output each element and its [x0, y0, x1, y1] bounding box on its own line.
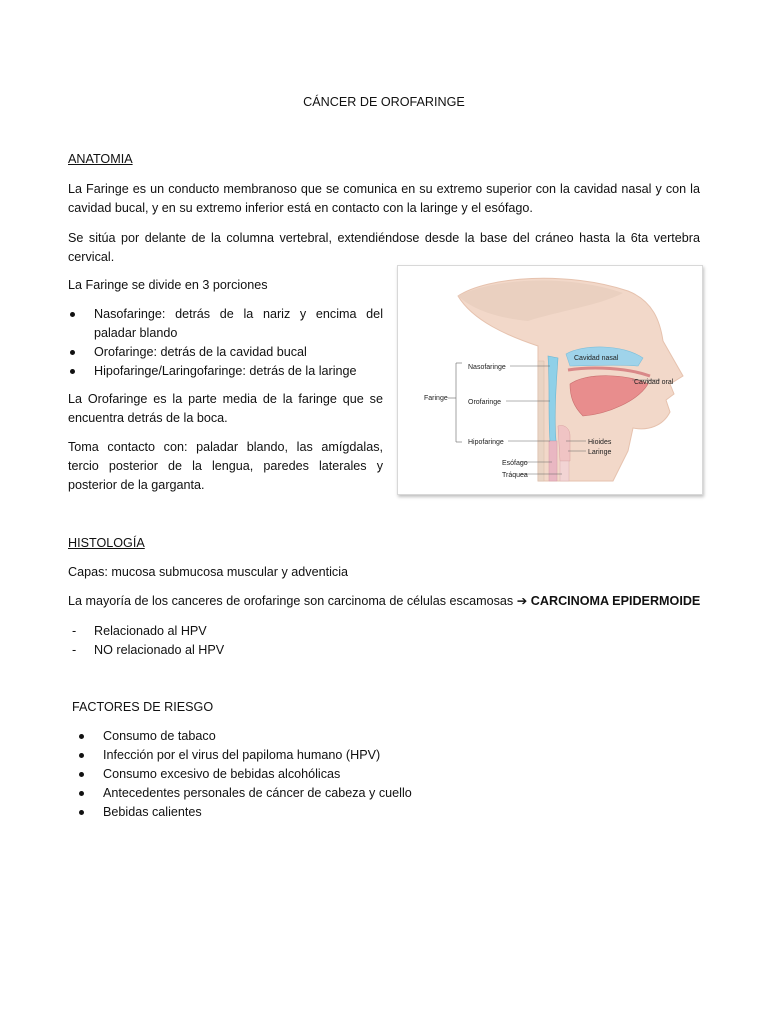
anatomia-paragraph-2: Se sitúa por delante de la columna vertebral, extendiéndose desde la base del cráneo hasta la 6ta vertebra cervical. [68, 231, 700, 264]
carcinoma-epidermoide-label: CARCINOMA EPIDERMOIDE [530, 594, 701, 608]
factor-text: Bebidas calientes [103, 805, 202, 819]
anatomia-paragraph-3: La Faringe se divide en 3 porciones [68, 278, 268, 292]
bullet-icon [70, 350, 75, 355]
bullet-icon [79, 734, 84, 739]
histologia-heading: HISTOLOGÍA [68, 536, 145, 550]
bullet-icon [79, 791, 84, 796]
pharynx-illustration [398, 266, 702, 494]
label-traquea: Tráquea [502, 472, 528, 479]
list-item [103, 746, 603, 765]
porcion-text: Orofaringe: detrás de la cavidad bucal [94, 345, 307, 359]
hpv-types-list [72, 622, 394, 660]
list-item [94, 343, 383, 362]
bullet-icon [70, 312, 75, 317]
anatomia-paragraph-5: Toma contacto con: paladar blando, las amígdalas, tercio posterior de la lengua, paredes laterales y posterior de la garganta. [68, 440, 383, 492]
bullet-icon [79, 772, 84, 777]
histologia-paragraph-1: Capas: mucosa submucosa muscular y adventicia [68, 565, 348, 579]
trachea-shape [560, 461, 569, 481]
label-cavidad-nasal: Cavidad nasal [574, 355, 619, 362]
label-orofaringe: Orofaringe [468, 399, 502, 406]
list-item [103, 784, 603, 803]
anatomia-paragraph-1: La Faringe es un conducto membranoso que se comunica en su extremo superior con la cavidad nasal y con la cavidad bucal, y en su extremo inferior está en contacto con la laringe y el esófago. [68, 182, 700, 215]
label-hipofaringe: Hipofaringe [468, 439, 504, 446]
label-faringe: Faringe [424, 395, 448, 402]
anatomia-paragraph-4: La Orofaringe es la parte media de la faringe que se encuentra detrás de la boca. [68, 392, 383, 425]
label-esofago: Esófago [502, 460, 528, 467]
list-item [72, 641, 394, 660]
bullet-icon [79, 753, 84, 758]
porciones-list [94, 305, 383, 381]
list-item [72, 622, 394, 641]
larynx-shape [558, 425, 570, 461]
esophagus-shape [549, 441, 557, 481]
anatomia-heading: ANATOMIA [68, 152, 133, 166]
list-item [94, 362, 383, 381]
factor-text: Infección por el virus del papiloma humano (HPV) [103, 748, 381, 762]
histologia-paragraph-2 [68, 592, 728, 611]
factores-list [103, 727, 603, 822]
pharynx-anatomy-figure [397, 265, 703, 495]
histologia-paragraph-2-text: La mayoría de los canceres de orofaringe son carcinoma de células escamosas [68, 594, 514, 608]
list-item [103, 765, 603, 784]
dash-icon: - [72, 643, 77, 657]
list-item [103, 727, 603, 746]
right-arrow-icon: ➔ [516, 594, 528, 608]
spine-shape [538, 361, 544, 481]
porcion-text: Hipofaringe/Laringofaringe: detrás de la laringe [94, 364, 357, 378]
bullet-icon [70, 369, 75, 374]
porcion-text: Nasofaringe: detrás de la nariz y encima del paladar blando [94, 307, 383, 340]
list-item [94, 305, 383, 343]
label-laringe: Laringe [588, 449, 612, 456]
bullet-icon [79, 810, 84, 815]
dash-icon: - [72, 624, 77, 638]
hpv-type-text: Relacionado al HPV [94, 624, 207, 638]
factor-text: Consumo de tabaco [103, 729, 216, 743]
factor-text: Consumo excesivo de bebidas alcohólicas [103, 767, 341, 781]
hpv-type-text: NO relacionado al HPV [94, 643, 225, 657]
label-cavidad-oral: Cavidad oral [634, 379, 674, 386]
list-item [103, 803, 603, 822]
label-hioides: Hioides [588, 439, 612, 446]
label-nasofaringe: Nasofaringe [468, 364, 506, 371]
document-title: CÁNCER DE OROFARINGE [303, 95, 465, 109]
factor-text: Antecedentes personales de cáncer de cabeza y cuello [103, 786, 412, 800]
factores-heading: FACTORES DE RIESGO [72, 700, 214, 714]
